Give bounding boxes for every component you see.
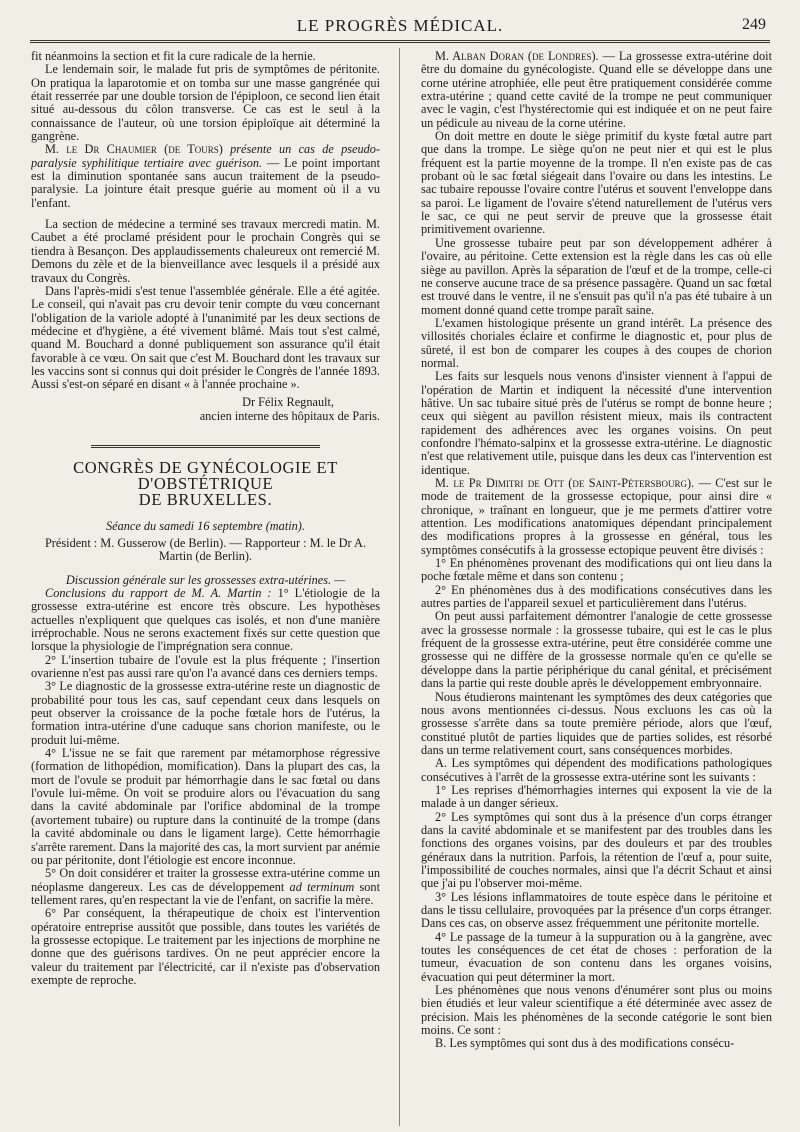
paragraph: On peut aussi parfaitement démontrer l'analogie de cette grossesse avec la grossesse normale : la grossesse tubaire, qui est le cas le plus fréquent de la grossesse extra-utérine, peut être considérée comme une grossesse qui ne diffère de la grossesse normale qu'en ce qu'elle se développe dans la partie périphérique du canal génital, et précisément dans la partie qui reste double après le développement embryonnaire. [421, 609, 772, 691]
paragraph: L'examen histologique présente un grand intérêt. La présence des villosités choriales éclaire et confirme le diagnostic et, pour plus de sûreté, il est bon de comparer les coupes à des coupes de chorion normal. [421, 315, 772, 370]
paragraph: Le lendemain soir, le malade fut pris de symptômes de péritonite. On pratiqua la laparotomie et on tomba sur une masse gangrénée qui était resserrée par une double torsion de l'épiploon, ce second lien était situé au-dessous du côlon transverse. Ce cas est le seul à la connaissance de l'auteur, où une torsion épiploïque ait déterminé la gangrène. [31, 62, 380, 144]
conclusion-item: 4° L'issue ne se fait que rarement par métamorphose régressive (formation de lithopédion, momification). Dans la plupart des cas, la mort de l'ovule se produit par hémorrhagie dans le sac fœtal ou dans l'ovule lui-même. On voit se produire alors ou l'évacuation du sang dans la cavité abdominale par l'orifice abdominal de la trompe (avortement tubaire) ou rupture dans la continuité de la trompe (dans la cavité abdominale ou dans le ligament large). Cette hémorrhagie s'arrête rarement. Dans la majorité des cas, la mort survient par anémie ou par péritonite, dont l'étiologie est encore inconnue. [31, 746, 380, 867]
paragraph [31, 143, 380, 210]
list-item: 2° En phénomènes dus à des modifications consécutives dans les autres parties de l'appareil sexuel et particulièrement dans l'utérus. [421, 582, 772, 611]
paragraph: Une grossesse tubaire peut par son développement adhérer à l'ovaire, au péritoine. Cette extension est la règle dans les cas où elle siège au pavillon. Après la séparation de l'œuf et de la trompe, celle-ci ne conserve aucune trace de sa présence passagère. Quand un sac fœtal est trouvé dans le ventre, il ne s'ensuit pas qu'il n'a pas été tubaire à un moment donné quand cette trompe paraît saine. [421, 235, 772, 317]
communication-title: présente un cas de pseudo-paralysie syphilitique tertiaire avec guérison. [31, 142, 380, 170]
session-date: Séance du samedi 16 septembre (matin). [106, 518, 305, 533]
list-item: 4° Le passage de la tumeur à la suppuration ou à la gangrène, avec toutes les conséquences de cet état de choses : perforation de la tumeur, évacuation de son contenu dans les organes voisins, évacuation qui peut déterminer la mort. [421, 929, 772, 984]
page-header [30, 14, 770, 38]
paragraph: A. Les symptômes qui dépendent des modifications pathologiques consécutives à l'arrêt de la grossesse extra-utérine sont les suivants : [421, 756, 772, 784]
left-column [31, 50, 380, 1124]
conclusions-title: Conclusions du rapport de M. A. Martin : [45, 585, 272, 600]
paragraph: Les phénomènes que nous venons d'énumérer sont plus ou moins bien étudiés et leur valeur scientifique a été déterminée avec assez de précision. Mais les phénomènes de la seconde catégorie le sont bien moins. Ce sont : [421, 983, 772, 1038]
list-item: 2° Les symptômes qui sont dus à la présence d'un corps étranger dans la cavité abdominale et se manifestent par des troubles dans les fonctions des organes voisins, par des douleurs et par des troubles généraux dans la nutrition. Parfois, la rétention de l'œuf a, pour suite, l'impossibilité de couches normales, ainsi que l'a décrit Schaut et ainsi que j'ai pu l'observer moi-même. [421, 809, 772, 891]
signature-title: ancien interne des hôpitaux de Paris. [199, 408, 380, 423]
list-item: 1° Les reprises d'hémorrhagies internes qui exposent la vie de la malade à un danger sérieux. [421, 782, 772, 811]
paragraph [421, 50, 772, 130]
header-rule [30, 40, 770, 43]
paragraph [31, 587, 380, 654]
section-heading-line: CONGRÈS DE GYNÉCOLOGIE ET D'OBSTÉTRIQUE [73, 457, 338, 493]
speaker-name: M. le Pr Dimitri de Ott (de Saint-Pétersbourg). [435, 476, 695, 490]
paragraph: On doit mettre en doute le siège primitif du kyste fœtal autre part que dans la trompe. Le siège qu'on ne peut nier et qui est le plus fréquent est la partie moyenne de la trompe. Il n'en existe pas de cas probant où le sac fœtal siégeait dans l'ovaire ou dans les intestins. Le sac tubaire repousse l'ovaire contre l'utérus et souvent l'enveloppe dans sa paroi. Le ligament de l'ovaire s'étend naturellement de l'utérus vers le sac, ce qui ne peut servir de preuve que la grossesse était primitivement ovarienne. [421, 129, 772, 237]
paragraph: Dans l'après-midi s'est tenue l'assemblée générale. Elle a été agitée. Le conseil, qui n'avait pas cru devoir tenir compte du vœu concernant l'obligation de la variole adopté à l'unanimité par les deux sections de médecine et d'hygiène, a été vivement blâmé. Mais tout s'est calmé, quand M. Bouchard a donné publiquement son assurance qu'il était favorable à ce vœu. On sait que c'est M. Bouchard dont les travaux sur les vaccins sont si connus qui doit présider le Congrès de l'année 1893. Aussi s'est-on séparé en disant « à l'année prochaine ». [31, 283, 380, 392]
paragraph: fit néanmoins la section et fit la cure radicale de la hernie. [31, 50, 316, 63]
paragraph: Les faits sur lesquels nous venons d'insister viennent à l'appui de l'opération de Martin et indiquent la nécessité d'une intervention hâtive. Un sac tubaire situé près de l'utérus se rompt de bonne heure ; ceux qui siègent au pavillon résistent mieux, mais ils contractent rapidement des adhérences avec les organes voisins. On peut confondre l'hémato-salpinx et la grossesse extra-utérine. Le diagnostic n'est que relativement utile, puisque dans les deux cas l'intervention est identique. [421, 369, 772, 477]
session-officers: Président : M. Gusserow (de Berlin). — Rapporteur : M. le Dr A. Martin (de Berlin). [44, 535, 367, 564]
paragraph: La section de médecine a terminé ses travaux mercredi matin. M. Caubet a été proclamé président pour le prochain Congrès qui se tiendra à Besançon. Des applaudissements chaleureux ont remercié M. Demons du zèle et de la bienveillance avec lesquels il a présidé aux travaux du Congrès. [31, 217, 380, 285]
paragraph-text: — C'est sur le mode de traitement de la grossesse ectopique, pour ainsi dire « chronique, » traînant en longueur, que je me permets d'attirer votre attention. Les modifications anatomiques dépendant principalement des modifications propres à la grossesse en général, tous les symptômes consécutifs à la grossesse ectopique peuvent être divisés : [421, 476, 772, 557]
section-rule [91, 445, 320, 448]
paragraph-text: 5° On doit considérer et traiter la grossesse extra-utérine comme un néoplasme dangereux. Les cas de développement [31, 866, 380, 894]
list-item: 3° Les lésions inflammatoires de toute espèce dans le péritoine et dans le tissu cellulaire, provoquées par la présence d'un corps étranger. Dans ces cas, on observe assez fréquemment une péritonite mortelle. [421, 889, 772, 931]
page-number: 249 [742, 16, 766, 33]
list-item: 1° En phénomènes provenant des modifications qui ont lieu dans la poche fœtale même et dans son contenu ; [421, 556, 772, 584]
paragraph: B. Les symptômes qui sont dus à des modifications consécu- [435, 1036, 735, 1051]
column-divider [399, 48, 400, 1126]
paragraph-text: — Le point important est la diminution spontanée sans aucun traitement de la pseudo-paralysie. La jointure était presque guérie au moment où il a vu l'enfant. [31, 155, 380, 210]
paragraph-text: sont tellement rares, qu'en respectant la vie de l'enfant, on sacrifie la mère. [31, 879, 380, 907]
conclusion-item [31, 867, 380, 907]
signature [31, 395, 380, 423]
speaker-name: M. Alban Doran (de Londres). [435, 50, 599, 63]
speaker-name: M. le Dr Chaumier (de Tours) [45, 142, 223, 157]
conclusion-item: 2° L'insertion tubaire de l'ovule est la plus fréquente ; l'insertion ovarienne n'est pas aussi rare qu'on l'a avancé dans ces derniers temps. [31, 652, 380, 681]
paragraph: Nous étudierons maintenant les symptômes des deux catégories que nous avons mentionnées ci-dessus. Nous excluons les cas où la grossesse s'arrête dans sa toute première période, alors que l'œuf, constitué plutôt de parties liquides que de parties solides, est résorbé dans un terme relativement court, sans conséquences morbides. [421, 689, 772, 757]
conclusion-item: 6° Par conséquent, la thérapeutique de choix est l'intervention opératoire entreprise aussitôt que possible, dans toutes les variétés de la grossesse ectopique. Le traitement par les injections de morphine ne donne que des guérisons tardives. On ne peut apprécier encore la valeur du traitement par l'électricité, car il n'existe pas d'observation exempte de reproche. [31, 906, 380, 987]
section-heading [31, 457, 380, 509]
conclusion-item: 1° L'étiologie de la grossesse extra-utérine est encore très obscure. Les hypothèses actuelles n'expliquent que quelques cas isolés, et non d'une manière irréprochable. Nous ne serons exactement fixés sur cette question que lorsque la physiologie de l'imprégnation sera connue. [31, 585, 380, 654]
signature-name: Dr Félix Regnault, [242, 394, 334, 409]
running-title: LE PROGRÈS MÉDICAL. [296, 16, 504, 35]
section-heading-line: DE BRUXELLES. [138, 489, 273, 509]
discussion-title: Discussion générale sur les grossesses extra-utérines. — [65, 572, 346, 587]
latin-term: ad terminum [289, 879, 355, 894]
conclusion-item: 3° Le diagnostic de la grossesse extra-utérine reste un diagnostic de probabilité pour tous les cas, sauf cependant ceux dans lesquels on peut observer la croissance de la poche fœtale hors de l'utérus, la formation intra-utérine d'une caduque sans chorion manifeste, ou le produit lui-même. [31, 679, 380, 747]
right-column [421, 50, 772, 1124]
paragraph-text: — La grossesse extra-utérine doit être du domaine du gynécologiste. Quand elle se développe dans une corne utérine atrophiée, elle peut être pratiquement considérée comme extra-utérine ; quand cette cavité de la trompe ne peut communiquer avec le vagin, c'est l'hystérectomie qui est indiquée et on ne peut faire un pédicule au niveau de la corne utérine. [421, 50, 772, 130]
paragraph [421, 477, 772, 557]
